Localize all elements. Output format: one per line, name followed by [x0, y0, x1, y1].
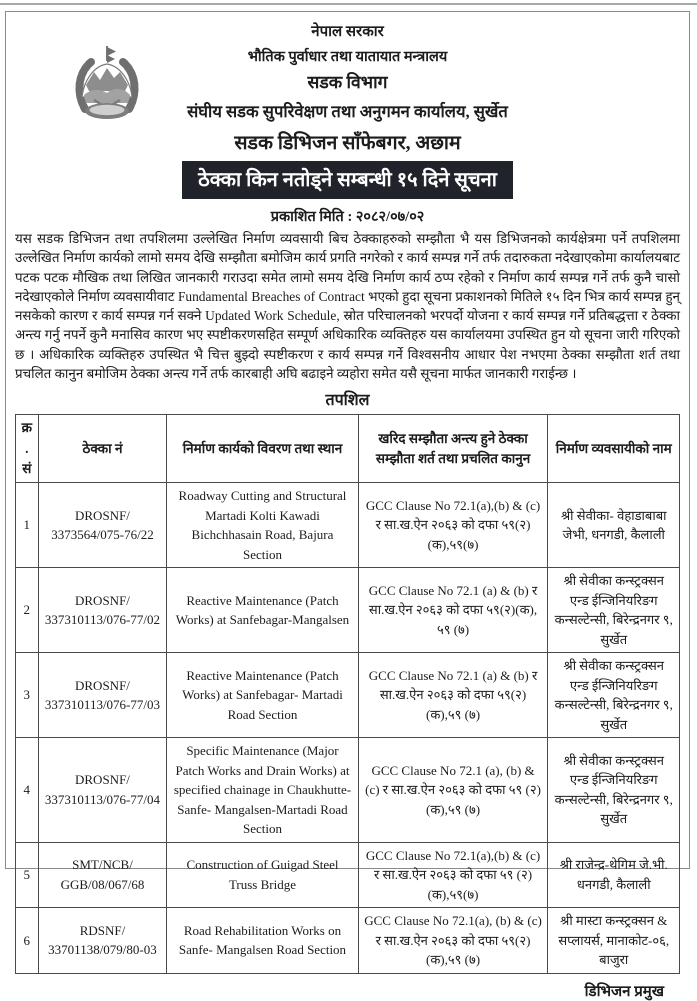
division-name: सडक डिभिजन साँफेबगर, अछाम	[234, 133, 461, 154]
serial-number-cell: 6	[16, 908, 39, 974]
serial-number-cell: 1	[16, 483, 39, 568]
clause-cell: GCC Clause No 72.1 (a) & (b) र सा.ख.ऐन २०६३ को दफा ५९(२) (क),५९ (७)	[358, 653, 548, 738]
ministry-name: भौतिक पुर्वाधार तथा यातायात मन्त्रालय	[247, 49, 448, 65]
contract-number-cell: DROSNF/ 3373564/075-76/22	[38, 483, 167, 568]
serial-number-cell: 3	[16, 653, 39, 738]
clause-cell: GCC Clause No 72.1 (a) & (b) र सा.ख.ऐन २०६३ को दफा ५९(२)(क), ५९ (७)	[358, 568, 548, 653]
contract-number-cell: RDSNF/ 33701138/079/80-03	[38, 908, 167, 974]
column-header: खरिद सम्झौता अन्त्य हुने ठेक्का सम्झौता शर्त तथा प्रचलित कानुन	[358, 415, 548, 483]
clause-cell: GCC Clause No 72.1 (a), (b) & (c) र सा.ख.ऐन २०६३ को दफा ५९ (२)(क),५९ (७)	[358, 738, 548, 843]
contracts-table-body	[16, 483, 680, 974]
table-row	[16, 653, 680, 738]
notice-title-banner: ठेक्का किन नतोड्ने सम्बन्धी १५ दिने सूचना	[182, 161, 513, 199]
table-title: तपशिल	[325, 392, 370, 410]
column-header: क्र. सं	[16, 415, 39, 483]
table-row	[16, 483, 680, 568]
contractor-name-cell: श्री राजेन्द्र-थेगिम जे.भी. धनगडी, कैलाली	[548, 842, 680, 908]
contractor-name-cell: श्री सेवीका कन्स्ट्रक्सन एन्ड ईन्जिनियरिङग कन्सल्टेन्सी, बिरेन्द्रनगर ९, सुर्खेत	[548, 738, 680, 843]
nepal-government-emblem	[73, 43, 141, 135]
published-date: प्रकाशित मिति : २०८२/०७/०२	[270, 209, 425, 225]
contractor-name-cell: श्री सेवीका कन्स्ट्रक्सन एन्ड ईन्जिनियरिङग कन्सल्टेन्सी, बिरेन्द्रनगर ९, सुर्खेत	[548, 568, 680, 653]
contractor-name-cell: श्री मास्टा कन्स्ट्रक्सन & सप्लायर्स, मानाकोट-०६, बाजुरा	[548, 908, 680, 974]
table-row	[16, 738, 680, 843]
column-header: निर्माण व्यवसायीको नाम	[548, 415, 680, 483]
serial-number-cell: 5	[16, 842, 39, 908]
serial-number-cell: 2	[16, 568, 39, 653]
table-row	[16, 568, 680, 653]
contractor-name-cell: श्री सेवीका- वेहाडाबाबा जेभी, धनगडी, कैलाली	[548, 483, 680, 568]
contract-number-cell: SMT/NCB/ GGB/08/067/68	[38, 842, 167, 908]
work-description-cell: Construction of Guigad Steel Truss Bridge	[167, 842, 358, 908]
notice-body-paragraph: यस सडक डिभिजन तथा तपशिलमा उल्लेखित निर्माण व्यवसायी बिच ठेक्काहरुको सम्झौता भै यस डिभिजनको कार्यक्षेत्रमा पर्ने तपशिलमा उल्लेखित निर्माण कार्यको लामो समय देखि सम्झौता बमोजिम कार्य प्रगति नगरेको र कार्य सम्पन्न गर्ने तर्फ तदारुकता नदेखाएकोमा कार्यालयबाट पटक पटक मौखिक तथा लिखित जानकारी गराउदा समेत लामो समय देखि निर्माण कार्य ठप्प रहेको र निर्माण कार्य सम्पन्न गर्ने तर्फ कुनै चासो नदेखाएकोले निर्माण व्यवसायीवाट Fundamental Breaches of Contract भएको हुदा सूचना प्रकाशनको मितिले १५ दिन भित्र कार्य सम्पन्न हुन् नसकेको कारण र कार्य सम्पन्न गर्न सक्ने Updated Work Schedule, स्रोत परिचालनको भरपर्दो योजना र कार्य सम्पन्न गर्ने प्रतिबद्धत्ता र ठेक्का अन्त्य गर्नु नपर्ने कुनै मनासिव कारण भए स्पष्टीकरणसहित सम्पूर्ण अधिकारिक व्यक्तिहरु यस कार्यालयमा उपस्थित हुन यो सूचना जारी गरिएको छ । अधिकारिक व्यक्तिहरु उपस्थित भै चित्त बुझ्दो स्पष्टीकरण र कार्य सम्पन्न गर्ने विश्वसनीय आधार पेश नभएमा ठेक्का सम्झौता शर्त तथा प्रचलित कानुन बमोजिम ठेक्का अन्त्य गर्ने तर्फ कारबाही अघि बढाइने व्यहोरा समेत यसै सूचना मार्फत जानकारी गराईन्छ ।	[15, 231, 680, 382]
work-description-cell: Road Rehabilitation Works on Sanfe- Mangalsen Road Section	[167, 908, 358, 974]
clause-cell: GCC Clause No 72.1(a), (b) & (c) र सा.ख.ऐन २०६३ को दफा ५९(२) (क),५९ (७)	[358, 908, 548, 974]
document-frame	[5, 11, 690, 1000]
table-row	[16, 842, 680, 908]
contract-number-cell: DROSNF/ 337310113/076-77/04	[38, 738, 167, 843]
work-description-cell: Specific Maintenance (Major Patch Works and Drain Works) at specified chainage in Chaukhutte- Sanfe- Mangalsen-Martadi Road Section	[167, 738, 358, 843]
contracts-table	[15, 414, 680, 973]
contract-number-cell: DROSNF/ 337310113/076-77/02	[38, 568, 167, 653]
table-row	[16, 908, 680, 974]
column-header: निर्माण कार्यको विवरण तथा स्थान	[167, 415, 358, 483]
serial-number-cell: 4	[16, 738, 39, 843]
office-name: संघीय सडक सुपरिवेक्षण तथा अनुगमन कार्यालय, सुर्खेत	[187, 102, 508, 121]
work-description-cell: Reactive Maintenance (Patch Works) at Sanfebagar-Mangalsen	[167, 568, 358, 653]
column-header: ठेक्का नं	[38, 415, 167, 483]
work-description-cell: Roadway Cutting and Structural Martadi Kolti Kawadi Bichchhasain Road, Bajura Section	[167, 483, 358, 568]
contractor-name-cell: श्री सेवीका कन्स्ट्रक्सन एन्ड ईन्जिनियरिङग कन्सल्टेन्सी, बिरेन्द्रनगर ९, सुर्खेत	[548, 653, 680, 738]
clause-cell: GCC Clause No 72.1(a),(b) & (c) र सा.ख.ऐन २०६३ को दफा ५९ (२) (क),५९(७)	[358, 842, 548, 908]
department-name: सडक विभाग	[307, 72, 388, 92]
government-name: नेपाल सरकार	[311, 24, 384, 40]
top-divider	[0, 3, 697, 5]
contracts-table-header-row	[16, 415, 680, 483]
clause-cell: GCC Clause No 72.1(a),(b) & (c) र सा.ख.ऐन २०६३ को दफा ५९(२)(क),५९(७)	[358, 483, 548, 568]
notice-banner-wrap	[15, 161, 680, 199]
signature-title: डिभिजन प्रमुख	[584, 983, 664, 1000]
work-description-cell: Reactive Maintenance (Patch Works) at Sanfebagar- Martadi Road Section	[167, 653, 358, 738]
contract-number-cell: DROSNF/ 337310113/076-77/03	[38, 653, 167, 738]
document-header	[15, 21, 680, 226]
